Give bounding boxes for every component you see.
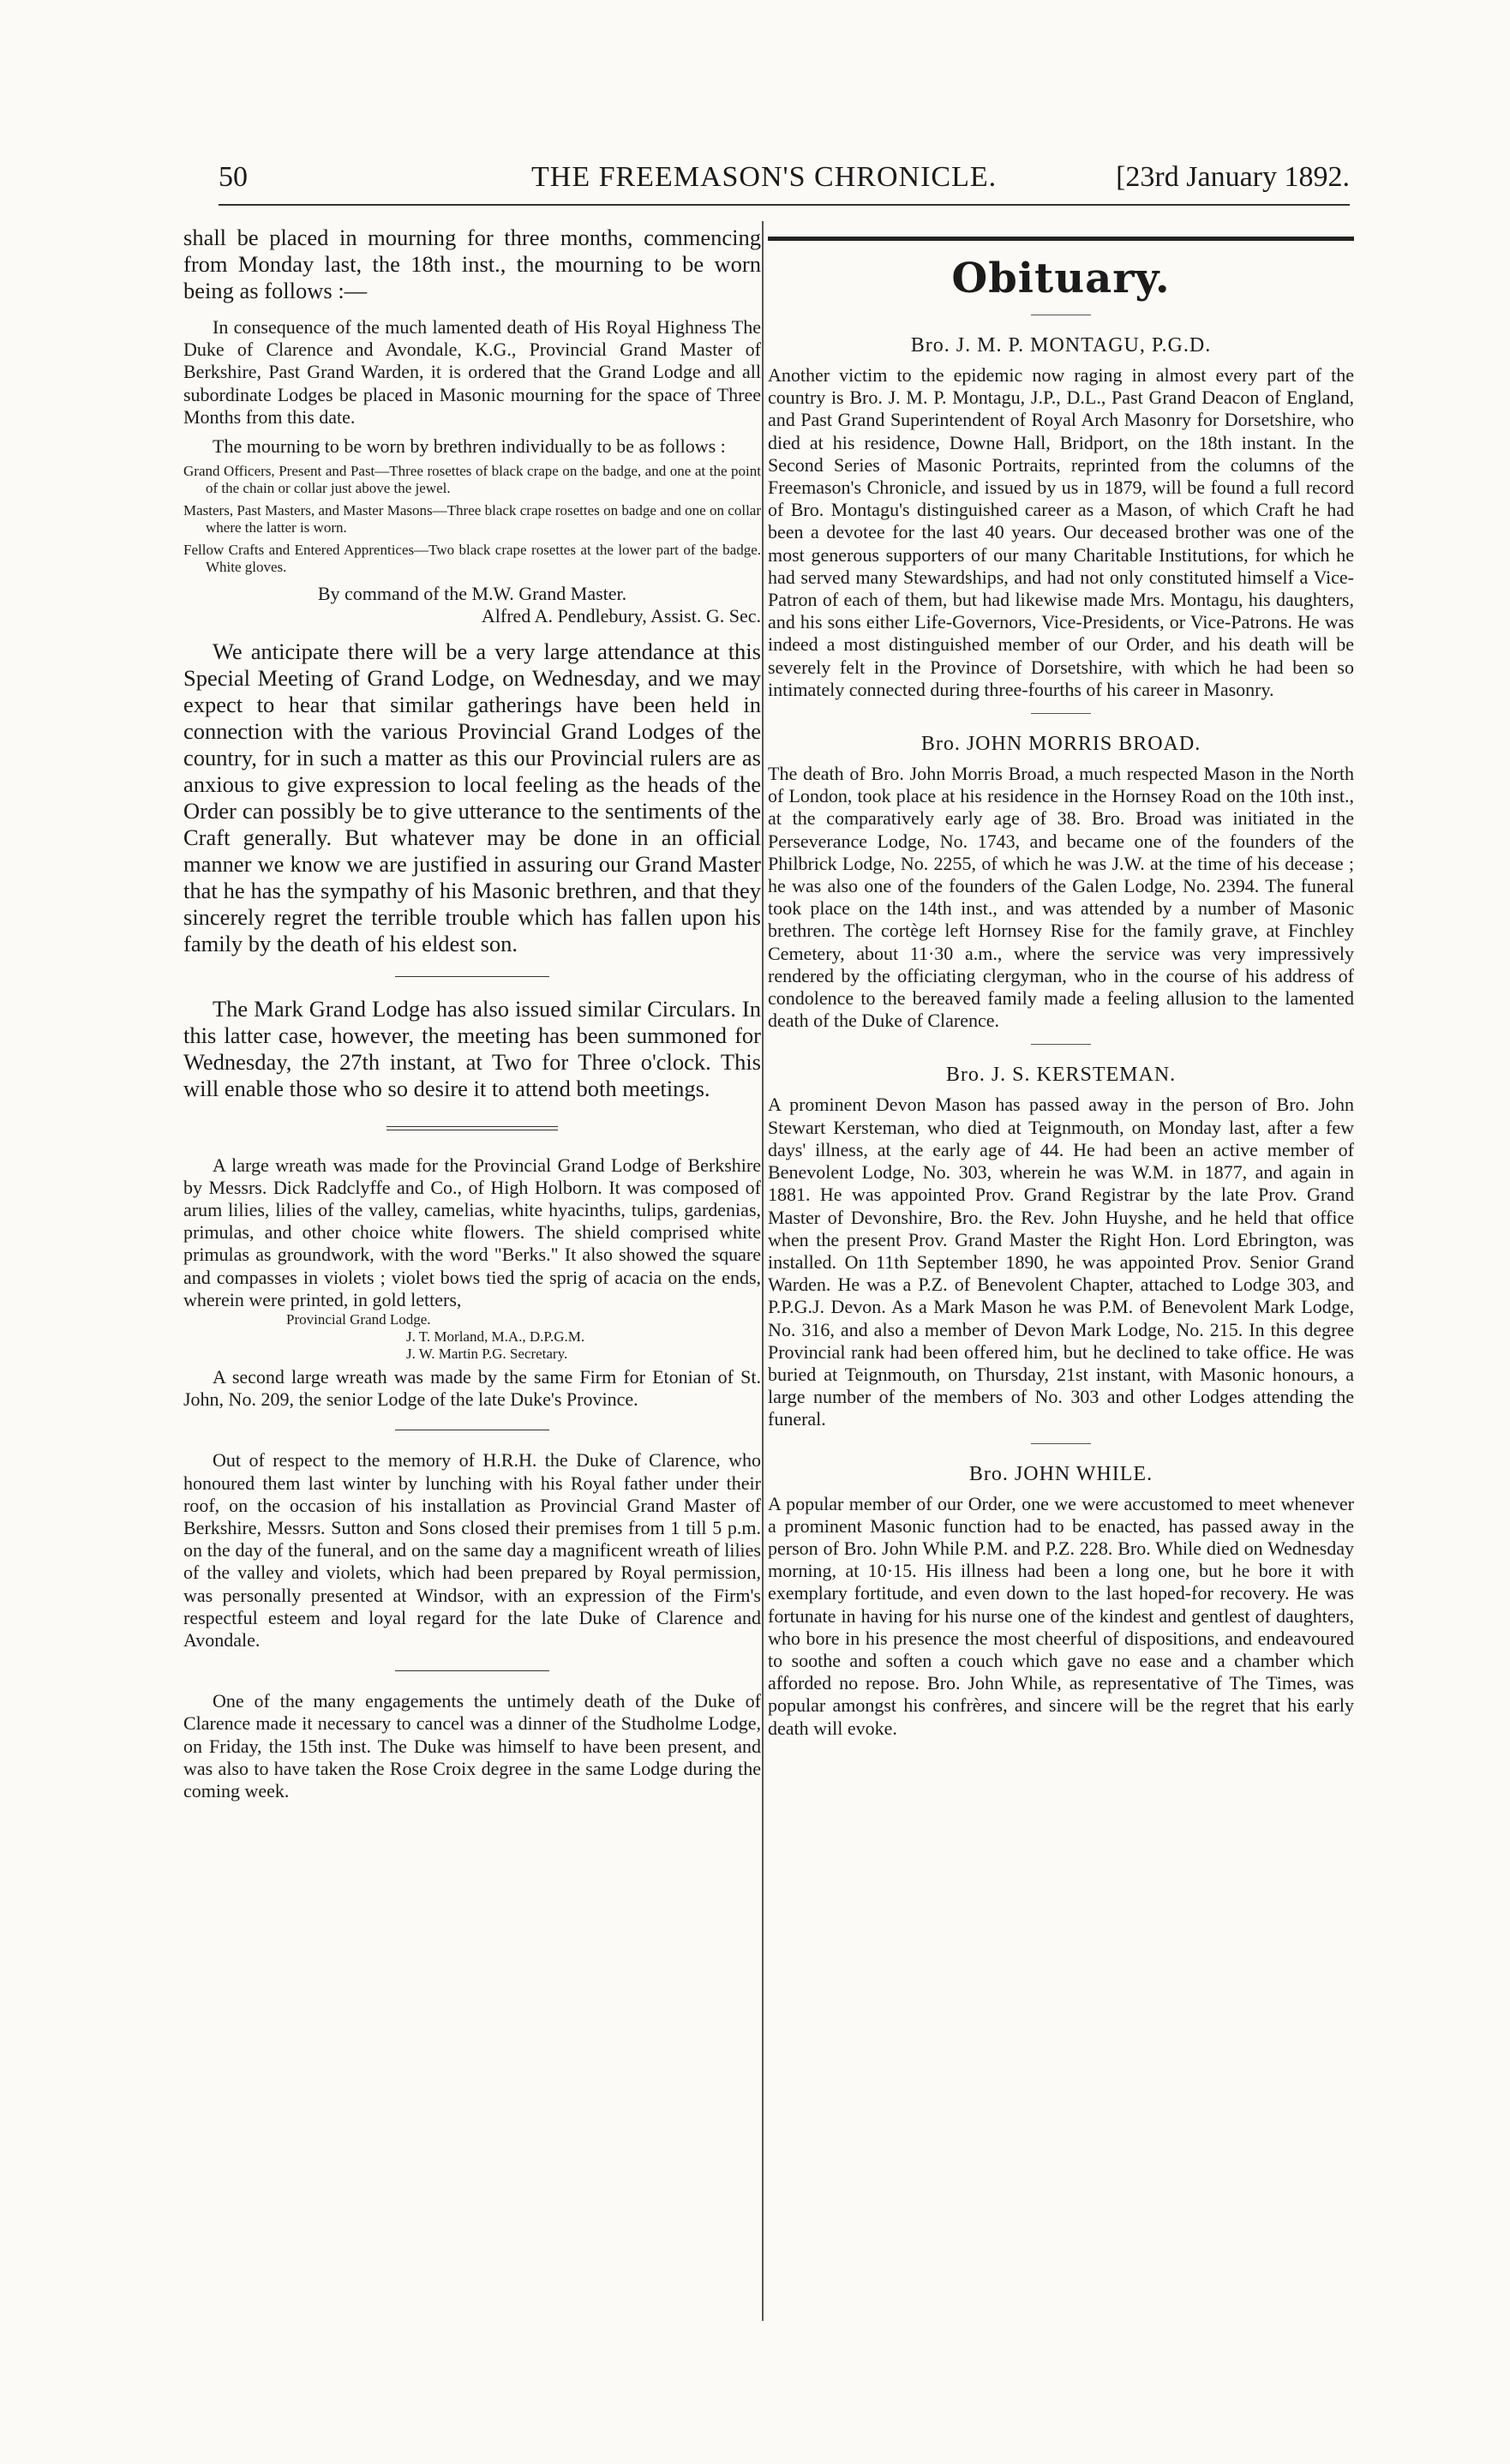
- left-column: [183, 225, 761, 1802]
- secretary-signature: Alfred A. Pendlebury, Assist. G. Sec.: [481, 605, 761, 627]
- mourning-rules-intro: The mourning to be worn by brethren individually to be as follows :: [213, 435, 726, 458]
- publication-title: THE FREEMASON'S CHRONICLE.: [531, 161, 998, 193]
- short-rule: [1031, 1044, 1091, 1045]
- sutton-respect-paragraph: Out of respect to the memory of H.R.H. the Duke of Clarence, who honoured them last winter by lunching with his Royal father under their roof, on the occasion of his installation as Provincial Grand Master of Berkshire, Messrs. Sutton and Sons closed their premises from 1 till 5 p.m. on the day of the funeral, and on the same day a magnificent wreath of lilies of the valley and violets, which had been prepared by Royal permission, was personally presented at Windsor, with an expression of the Firm's respectful esteem and loyal regard for the late Duke of Clarence and Avondale.: [183, 1449, 761, 1652]
- obituary-body: Another victim to the epidemic now raging in almost every part of the country is Bro. J. M. P. Montagu, J.P., D.L., Past Grand Deacon of England, and Past Grand Superintendent of Royal Arch Masonry for Dorsetshire, who died at his residence, Downe Hall, Bridport, on the 18th instant. In the Second Series of Masonic Portraits, reprinted from the columns of the Freemason's Chronicle, and issued by us in 1879, will be found a full record of Bro. Montagu's distinguished career as a Mason, of which Craft he had been a devotee for the last 40 years. Our deceased brother was one of the most generous supporters of our many Charitable Institutions, for which he had served many Stewardships, and had not only constituted himself a Vice-Patron of each of them, but had likewise made Mrs. Montagu, his daughters, and his sons either Life-Governors, Vice-Presidents, or Vice-Patrons. He was indeed a most distinguished member of our Order, and his death will be severely felt in the Province of Dorsetshire, with which he had been so intimately connected during three-fourths of his career in Masonry.: [768, 364, 1354, 700]
- issue-date: [23rd January 1892.: [1116, 161, 1350, 193]
- mark-grand-lodge-paragraph: The Mark Grand Lodge has also issued similar Circulars. In this latter case, however, the meeting has been summoned for Wednesday, the 27th instant, at Two for Three o'clock. This will enable those who so desire it to attend both meetings.: [183, 995, 761, 1101]
- wreath-inscription-line: J. T. Morland, M.A., D.P.G.M.: [406, 1328, 585, 1346]
- page-header: [219, 161, 1350, 206]
- double-separator-rule: [386, 1126, 558, 1130]
- mourning-intro-paragraph: shall be placed in mourning for three months, commencing from Monday last, the 18th inst., the mourning to be worn being as follows :—: [183, 225, 761, 303]
- obituary-name: Bro. JOHN MORRIS BROAD.: [920, 733, 1201, 756]
- wreath-paragraph: A large wreath was made for the Provincial Grand Lodge of Berkshire by Messrs. Dick Radclyffe and Co., of High Holborn. It was composed of arum lilies, lilies of the valley, camelias, white hyacinths, tulips, gardenias, primulas, and other choice white flowers. The shield comprised white primulas as groundwork, with the word "Berks." It also showed the square and compasses in violets ; violet bows tied the sprig of acacia on the ends, wherein were printed, in gold letters,: [183, 1154, 761, 1310]
- short-rule: [1031, 1443, 1091, 1444]
- header-rule: [219, 204, 1350, 206]
- obituary-name: Bro. JOHN WHILE.: [968, 1462, 1153, 1485]
- obituary-body: A prominent Devon Mason has passed away in the person of Bro. John Stewart Kersteman, who died at Teignmouth, on Monday last, after a few days' illness, at the early age of 44. He had been an active member of Benevolent Lodge, No. 303, wherein he was W.M. in 1877, and again in 1881. He was appointed Prov. Grand Registrar by the late Prov. Grand Master of Devonshire, Bro. the Rev. John Huyshe, and he held that office when the present Prov. Grand Master the Right Hon. Lord Ebrington, was installed. On 11th September 1890, he was appointed Prov. Senior Grand Warden. He was a P.Z. of Benevolent Chapter, attached to Lodge 303, and P.P.G.J. Devon. As a Mark Mason he was P.M. of Benevolent Mark Lodge, No. 316, and also a member of Devon Mark Lodge, No. 215. In this degree Provincial rank had been offered him, but he declined to take office. He was buried at Teignmouth, on Thursday, 21st instant, with Masonic honours, a large number of the members of No. 303 and other Lodges attending the funeral.: [768, 1094, 1354, 1430]
- heavy-rule: [768, 237, 1354, 241]
- separator-rule: [395, 976, 549, 977]
- obituary-heading: Obituary.: [951, 255, 1171, 303]
- obituary-body: A popular member of our Order, one we were accustomed to meet whenever a prominent Masonic function had to be enacted, has passed away in the person of Bro. John While P.M. and P.Z. 228. Bro. While died on Wednesday morning, at 10·15. His illness had been a long one, but he bore it with exemplary fortitude, and even down to the last hoped-for recovery. He was fortunate in having for his nurse one of the kindest and gentlest of daughters, who bore in his presence the most cheerful of dispositions, and endeavoured to soothe and soften a couch which gave no ease and a chamber which afforded no repose. Bro. John While, as representative of The Times, was popular amongst his confrères, and sincere will be the regret that his early death will evoke.: [768, 1492, 1354, 1739]
- mourning-rule-grand-officers: Grand Officers, Present and Past—Three rosettes of black crape on the badge, and one at the point of the chain or collar just above the jewel.: [183, 463, 761, 497]
- grand-lodge-order: In consequence of the much lamented death of His Royal Highness The Duke of Clarence and Avondale, K.G., Provincial Grand Master of Berkshire, Past Grand Warden, it is ordered that the Grand Lodge and all subordinate Lodges be placed in Masonic mourning for the space of Three Months from this date.: [183, 316, 761, 428]
- short-rule: [1031, 713, 1091, 714]
- obituary-name: Bro. J. S. KERSTEMAN.: [945, 1064, 1177, 1087]
- column-divider: [762, 221, 764, 2321]
- studholme-engagement-paragraph: One of the many engagements the untimely death of the Duke of Clarence made it necessary to cancel was a dinner of the Studholme Lodge, on Friday, the 15th inst. The Duke was himself to have been present, and was also to have taken the Rose Croix degree in the same Lodge during the coming week.: [183, 1690, 761, 1802]
- right-column: [768, 225, 1354, 1740]
- separator-rule: [395, 1670, 549, 1671]
- obituary-name: Bro. J. M. P. MONTAGU, P.G.D.: [910, 334, 1212, 357]
- attendance-paragraph: We anticipate there will be a very large attendance at this Special Meeting of Grand Lodge, on Wednesday, and we may expect to hear that similar gatherings have been held in connection with the various Provincial Grand Lodges of the country, for in such a matter as this our Provincial rulers are as anxious to give expression to local feeling as the heads of the Order can possibly be to give utterance to the sentiments of the Craft generally. But whatever may be done in an official manner we know we are justified in assuring our Grand Master that he has the sympathy of his Masonic brethren, and that they sincerely regret the terrible trouble which has fallen upon his family by the death of his eldest son.: [183, 638, 761, 956]
- wreath-inscription-line: Provincial Grand Lodge.: [286, 1311, 431, 1328]
- mourning-rule-masters: Masters, Past Masters, and Master Masons—Three black crape rosettes on badge and one on collar where the latter is worn.: [183, 502, 761, 537]
- command-line: By command of the M.W. Grand Master.: [317, 583, 627, 605]
- wreath-inscription-line: J. W. Martin P.G. Secretary.: [406, 1346, 568, 1363]
- second-wreath-paragraph: A second large wreath was made by the same Firm for Etonian of St. John, No. 209, the senior Lodge of the late Duke's Province.: [183, 1366, 761, 1411]
- mourning-rule-fellow-crafts: Fellow Crafts and Entered Apprentices—Two black crape rosettes at the lower part of the badge. White gloves.: [183, 542, 761, 576]
- page-number: 50: [219, 161, 248, 193]
- obituary-body: The death of Bro. John Morris Broad, a much respected Mason in the North of London, took place at his residence in the Hornsey Road on the 10th inst., at the comparatively early age of 38. Bro. Broad was initiated in the Perseverance Lodge, No. 1743, and became one of the founders of the Philbrick Lodge, No. 2255, of which he was J.W. at the time of his decease ; he was also one of the founders of the Galen Lodge, No. 2394. The funeral took place on the 14th inst., and was attended by a number of Masonic brethren. The cortège left Hornsey Rise for the family grave, at Finchley Cemetery, about 11·30 a.m., where the service was very impressively rendered by the officiating clergyman, who in the course of his address of condolence to the bereaved family made a feeling allusion to the lamented death of the Duke of Clarence.: [768, 763, 1354, 1032]
